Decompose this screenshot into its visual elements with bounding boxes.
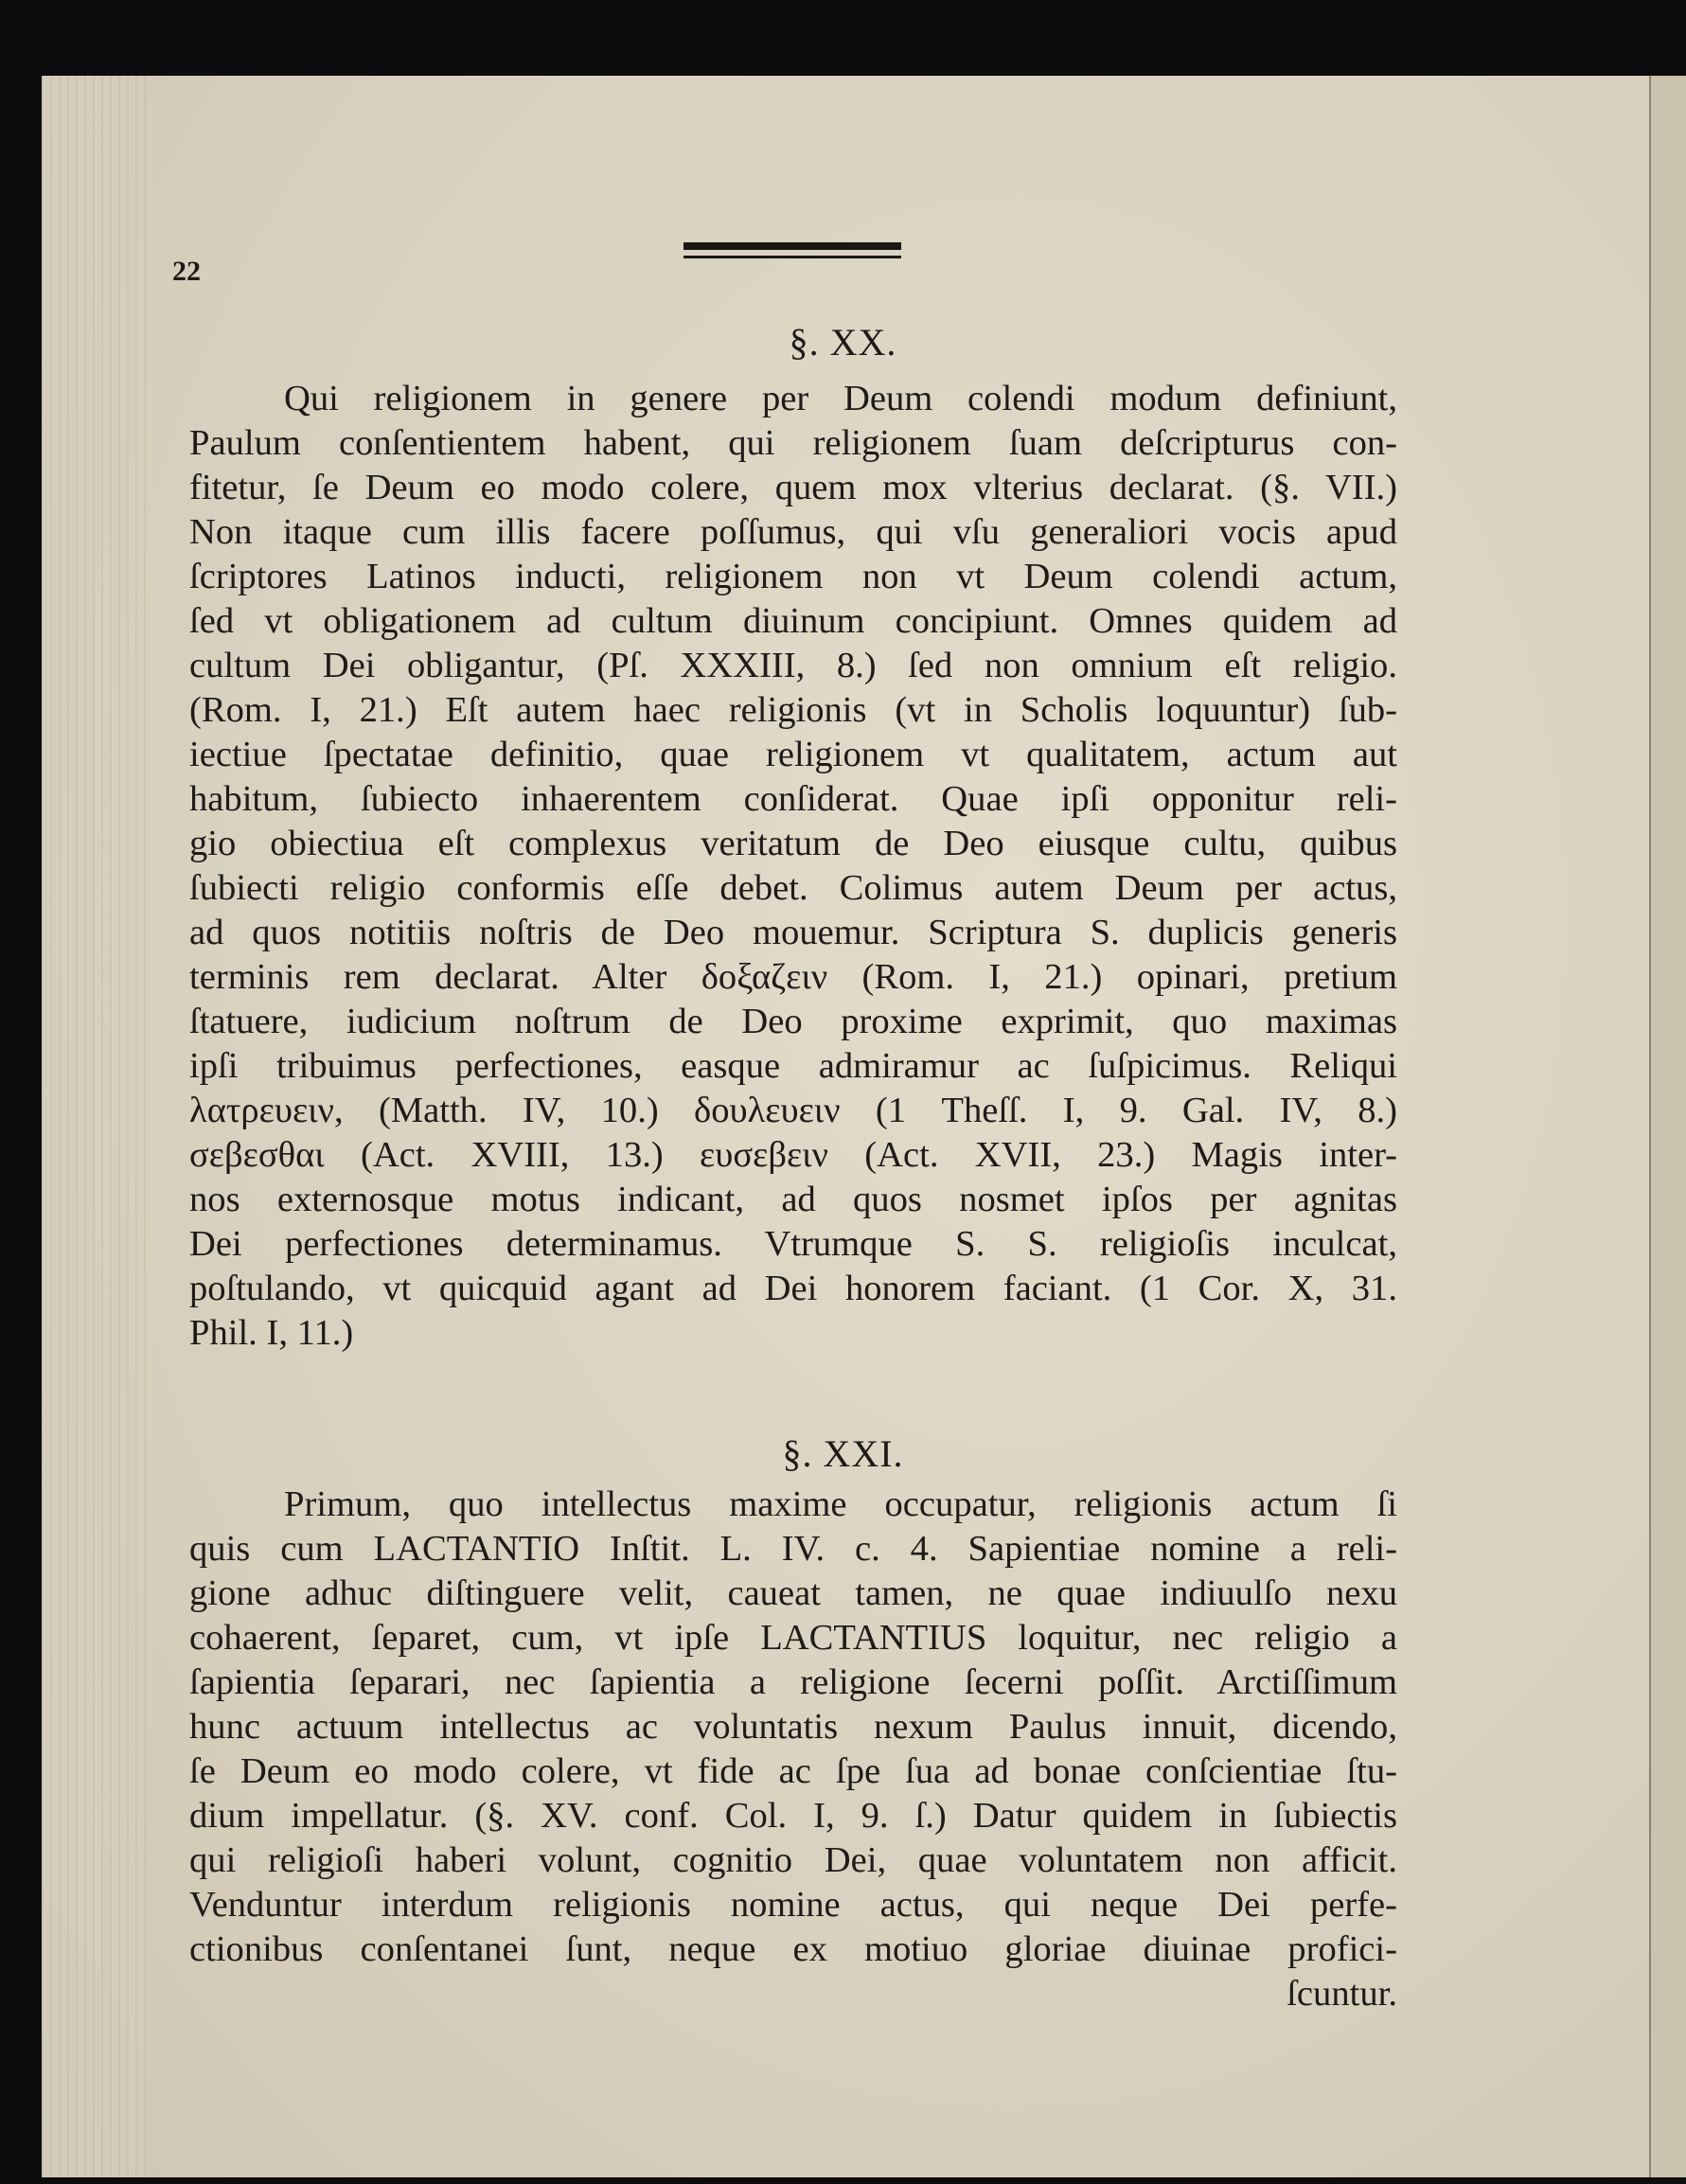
page-number: 22 (172, 256, 201, 287)
section-heading-xx: §. XX. (789, 321, 897, 364)
text-line: σεβεσθαι (Act. XVIII, 13.) ευσεβειν (Act. XVII, 23.) Magis inter- (189, 1135, 1397, 1175)
section-heading-xxi: §. XXI. (782, 1432, 904, 1475)
text-line: ctionibus conſentanei ſunt, neque ex motiuo gloriae diuinae profici- (189, 1929, 1397, 1969)
text-line: ſcriptores Latinos inducti, religionem non vt Deum colendi actum, (189, 557, 1397, 596)
stacked-page-edges (42, 76, 146, 2177)
text-line: ſed vt obligationem ad cultum diuinum concipiunt. Omnes quidem ad (189, 601, 1397, 641)
text-line: habitum, ſubiecto inhaerentem conſiderat. Quae ipſi opponitur reli- (189, 779, 1397, 819)
text-line: qui religioſi haberi volunt, cognitio Dei, quae voluntatem non afficit. (189, 1840, 1397, 1880)
section-xxi-body (189, 1483, 1397, 2016)
text-line: Venduntur interdum religionis nomine actus, qui neque Dei perfe- (189, 1885, 1397, 1925)
section-xx-body (189, 377, 1397, 1356)
text-line: ſe Deum eo modo colere, vt fide ac ſpe ſua ad bonae conſcientiae ſtu- (189, 1751, 1397, 1791)
text-line: cultum Dei obligantur, (Pſ. XXXIII, 8.) ſed non omnium eſt religio. (189, 646, 1397, 685)
text-line: poſtulando, vt quicquid agant ad Dei honorem faciant. (1 Cor. X, 31. (189, 1269, 1397, 1308)
text-line: λατρευειν, (Matth. IV, 10.) δουλευειν (1 Theſſ. I, 9. Gal. IV, 8.) (189, 1091, 1397, 1130)
text-line: gio obiectiua eſt complexus veritatum de Deo eiusque cultu, quibus (189, 824, 1397, 863)
text-line: quis cum LACTANTIO Inſtit. L. IV. c. 4. Sapientiae nomine a reli- (189, 1529, 1397, 1569)
text-line: ſubiecti religio conformis eſſe debet. Colimus autem Deum per actus, (189, 868, 1397, 908)
text-line: Dei perfectiones determinamus. Vtrumque S. S. religioſis inculcat, (189, 1224, 1397, 1264)
text-line: ipſi tribuimus perfectiones, easque admiramur ac ſuſpicimus. Reliqui (189, 1046, 1397, 1086)
header-rule-thin (683, 256, 901, 258)
text-line: Phil. I, 11.) (189, 1313, 354, 1353)
header-rule (683, 242, 901, 250)
text-line: ſcuntur. (1287, 1974, 1397, 2014)
text-line: hunc actuum intellectus ac voluntatis nexum Paulus innuit, dicendo, (189, 1707, 1397, 1747)
text-line: Non itaque cum illis facere poſſumus, qui vſu generaliori vocis apud (189, 512, 1397, 552)
text-line: dium impellatur. (§. XV. conf. Col. I, 9. ſ.) Datur quidem in ſubiectis (189, 1796, 1397, 1836)
next-page-edge (1649, 76, 1686, 2177)
text-line: Primum, quo intellectus maxime occupatur, religionis actum ſi (284, 1484, 1397, 1524)
text-line: Paulum conſentientem habent, qui religionem ſuam deſcripturus con- (189, 423, 1397, 463)
text-line: ſtatuere, iudicium noſtrum de Deo proxime exprimit, quo maximas (189, 1002, 1397, 1041)
text-line: iectiue ſpectatae definitio, quae religionem vt qualitatem, actum aut (189, 735, 1397, 774)
text-line: cohaerent, ſeparet, cum, vt ipſe LACTANTIUS loquitur, nec religio a (189, 1618, 1397, 1658)
text-line: (Rom. I, 21.) Eſt autem haec religionis (vt in Scholis loquuntur) ſub- (189, 690, 1397, 730)
text-line: gione adhuc diſtinguere velit, caueat tamen, ne quae indiuulſo nexu (189, 1573, 1397, 1613)
text-line: Qui religionem in genere per Deum colendi modum definiunt, (284, 379, 1397, 418)
text-line: fitetur, ſe Deum eo modo colere, quem mox vlterius declarat. (§. VII.) (189, 468, 1397, 507)
text-line: nos externosque motus indicant, ad quos nosmet ipſos per agnitas (189, 1180, 1397, 1219)
text-line: terminis rem declarat. Alter δοξαζειν (Rom. I, 21.) opinari, pretium (189, 957, 1397, 997)
text-line: ſapientia ſeparari, nec ſapientia a religione ſecerni poſſit. Arctiſſimum (189, 1662, 1397, 1702)
text-line: ad quos notitiis noſtris de Deo mouemur. Scriptura S. duplicis generis (189, 913, 1397, 952)
